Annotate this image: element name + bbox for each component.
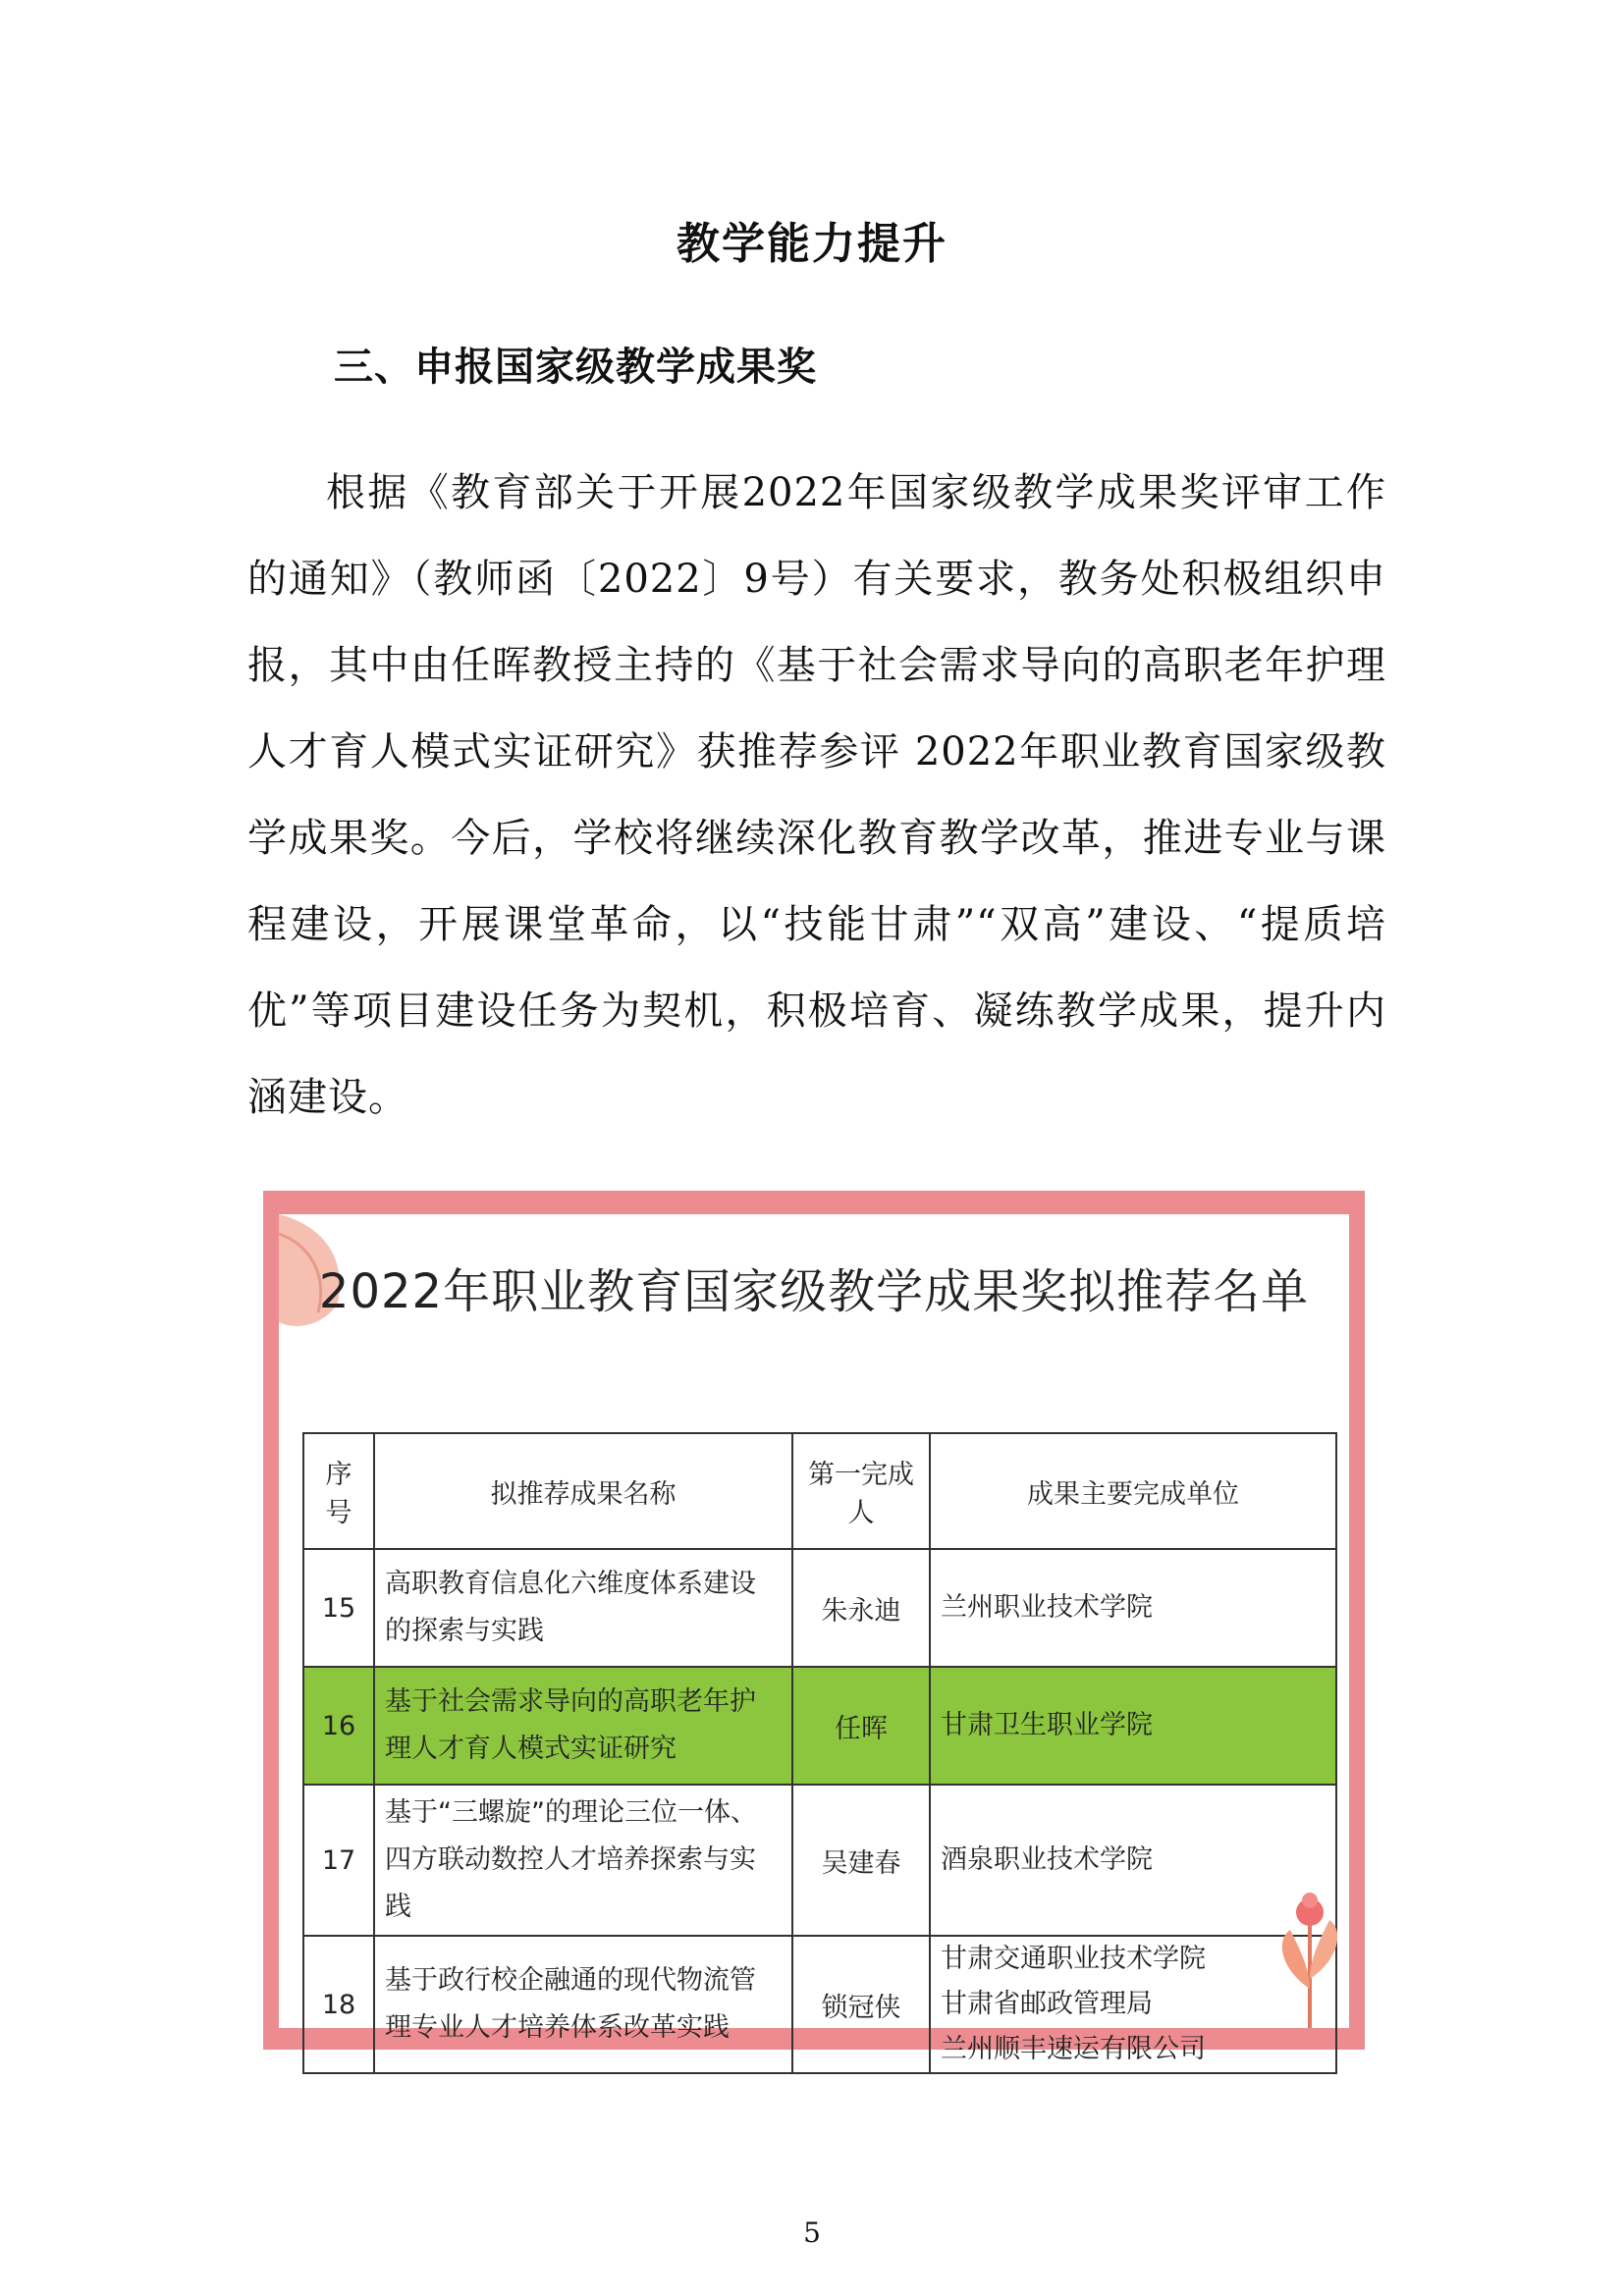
row-unit: [930, 1549, 1336, 1667]
nominee-table: [302, 1432, 1337, 2074]
page-title: 教学能力提升: [677, 219, 947, 269]
header-no: 序号: [303, 1433, 374, 1549]
flower-decoration-icon: [1271, 1881, 1349, 2028]
header-name: 拟推荐成果名称: [374, 1433, 792, 1549]
section-heading: 三、申报国家级教学成果奖: [334, 345, 817, 390]
row-person: 朱永迪: [792, 1549, 930, 1667]
row-name: 基于社会需求导向的高职老年护理人才育人模式实证研究: [374, 1667, 792, 1785]
row-no: 18: [303, 1936, 374, 2073]
unit-line: 甘肃卫生职业学院: [941, 1710, 1153, 1740]
nominee-list-image: [263, 1191, 1365, 2064]
unit-line: 甘肃交通职业技术学院: [941, 1944, 1206, 1974]
table-row-highlighted: [303, 1667, 1336, 1785]
row-no: 15: [303, 1549, 374, 1667]
unit-line: 兰州职业技术学院: [941, 1592, 1153, 1623]
row-name: 基于政行校企融通的现代物流管理专业人才培养体系改革实践: [374, 1936, 792, 2073]
unit-line: 兰州顺丰速运有限公司: [941, 2034, 1206, 2064]
row-no: 16: [303, 1667, 374, 1785]
header-person: 第一完成人: [792, 1433, 930, 1549]
table-row: [303, 1936, 1336, 2073]
row-name: 基于“三螺旋”的理论三位一体、四方联动数控人才培养探索与实践: [374, 1785, 792, 1936]
row-person: 锁冠侠: [792, 1936, 930, 2073]
page-number: 5: [803, 2216, 821, 2249]
row-no: 17: [303, 1785, 374, 1936]
body-paragraph: 根据《教育部关于开展2022年国家级教学成果奖评审工作的通知》（教师函〔2022〕9号）有关要求，教务处积极组织申报，其中由任晖教授主持的《基于社会需求导向的高职老年护理人才育人模式实证研究》获推荐参评 2022年职业教育国家级教学成果奖。今后，学校将继续深化教育教学改革，推进专业与课程建设，开展课堂革命，以“技能甘肃”“双高”建设、“提质培优”等项目建设任务为契机，积极培育、凝练教学成果，提升内涵建设。: [247, 470, 1386, 1120]
table-header-row: [303, 1433, 1336, 1549]
table-row: [303, 1549, 1336, 1667]
unit-line: 甘肃省邮政管理局: [941, 1989, 1153, 2019]
figure-title: 2022年职业教育国家级教学成果奖拟推荐名单: [318, 1264, 1310, 1319]
unit-line: 酒泉职业技术学院: [941, 1844, 1153, 1875]
row-person: 任晖: [792, 1667, 930, 1785]
header-unit: 成果主要完成单位: [930, 1433, 1336, 1549]
row-person: 吴建春: [792, 1785, 930, 1936]
row-unit: [930, 1667, 1336, 1785]
table-row: [303, 1785, 1336, 1936]
row-name: 高职教育信息化六维度体系建设的探索与实践: [374, 1549, 792, 1667]
